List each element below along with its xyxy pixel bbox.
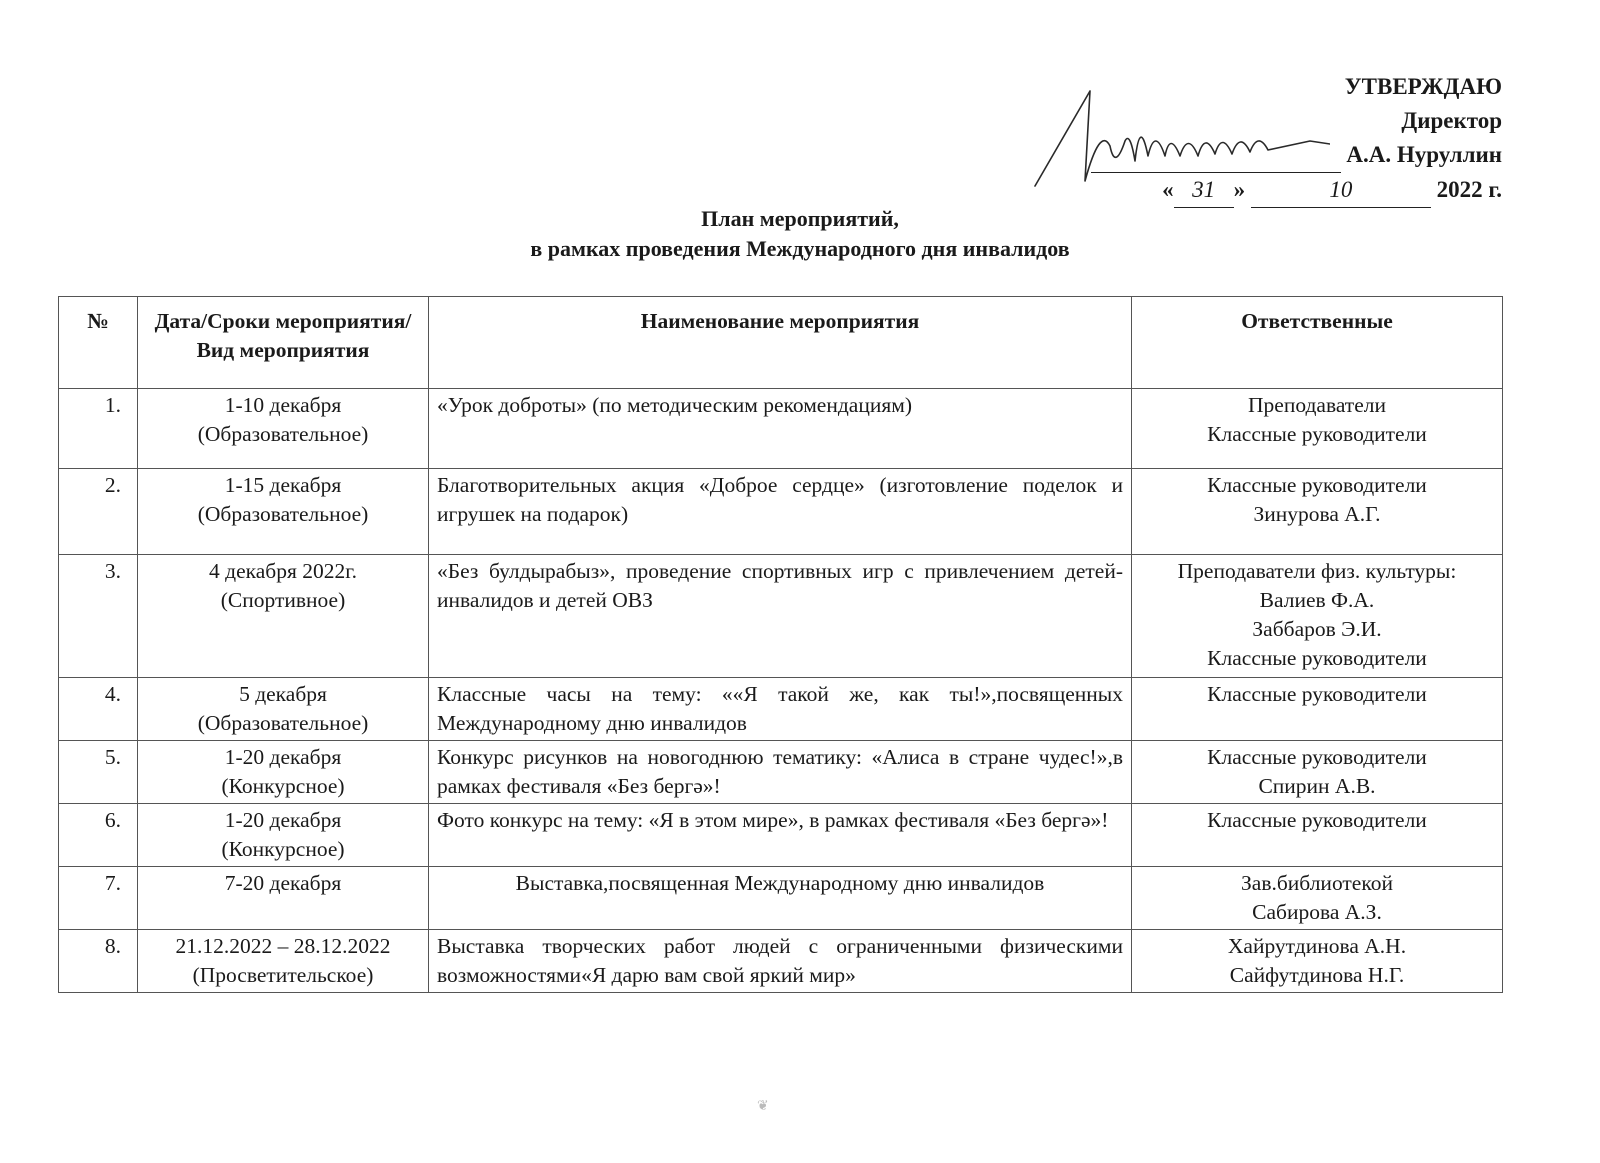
- row-event-name: Выставка,посвященная Международному дню инвалидов: [429, 867, 1132, 930]
- table-header-row: [59, 297, 1503, 389]
- row-type: (Просветительское): [192, 963, 374, 987]
- row-number: 7.: [59, 867, 138, 930]
- row-type: (Спортивное): [220, 588, 346, 612]
- row-responsible: [1132, 469, 1503, 555]
- date-year: 2022 г.: [1436, 177, 1502, 202]
- responsible-line: Классные руководители: [1207, 808, 1427, 832]
- title-line-2: в рамках проведения Международного дня инвалидов: [530, 236, 1070, 261]
- row-number: 3.: [59, 555, 138, 678]
- row-responsible: [1132, 741, 1503, 804]
- row-date: 1-20 декабря: [224, 745, 342, 769]
- row-date-cell: [138, 678, 429, 741]
- row-event-name: Выставка творческих работ людей с ограниченными физическими возможностями«Я дарю вам свой яркий мир»: [429, 930, 1132, 993]
- table-row: [59, 389, 1503, 469]
- approval-title: УТВЕРЖДАЮ: [1344, 74, 1502, 99]
- row-responsible: [1132, 930, 1503, 993]
- header-number: №: [59, 297, 138, 389]
- events-table: [58, 296, 1503, 993]
- date-close-quote: »: [1233, 177, 1246, 202]
- row-responsible: [1132, 555, 1503, 678]
- row-type: (Образовательное): [197, 711, 369, 735]
- responsible-line: Классные руководители: [1207, 473, 1427, 497]
- table-row: [59, 804, 1503, 867]
- row-responsible: [1132, 804, 1503, 867]
- row-event-name: Классные часы на тему: ««Я такой же, как ты!»,посвященных Международному дню инвалидов: [429, 678, 1132, 741]
- row-number: 4.: [59, 678, 138, 741]
- table-row: [59, 741, 1503, 804]
- approval-name: А.А. Нуруллин: [1346, 142, 1502, 167]
- scan-mark-icon: ❦: [757, 1099, 769, 1114]
- row-date: 21.12.2022 – 28.12.2022: [175, 934, 391, 958]
- row-event-name: Фото конкурс на тему: «Я в этом мире», в рамках фестиваля «Без бергә»!: [429, 804, 1132, 867]
- director-signature-icon: [1030, 86, 1330, 196]
- row-date-cell: [138, 555, 429, 678]
- row-type: (Образовательное): [197, 422, 369, 446]
- row-date-cell: [138, 867, 429, 930]
- date-day: 31: [1174, 173, 1234, 208]
- date-month: 10: [1251, 173, 1431, 208]
- row-date: 4 декабря 2022г.: [209, 559, 357, 583]
- table-row: [59, 469, 1503, 555]
- row-type: (Образовательное): [197, 502, 369, 526]
- row-number: 6.: [59, 804, 138, 867]
- responsible-line: Зинурова А.Г.: [1253, 502, 1381, 526]
- row-event-name: «Без булдырабыз», проведение спортивных игр с привлечением детей-инвалидов и детей ОВЗ: [429, 555, 1132, 678]
- table-row: [59, 555, 1503, 678]
- row-date-cell: [138, 804, 429, 867]
- responsible-line: Сабирова А.З.: [1252, 900, 1382, 924]
- table-row: [59, 678, 1503, 741]
- row-date: 7-20 декабря: [224, 871, 342, 895]
- responsible-line: Сайфутдинова Н.Г.: [1229, 963, 1405, 987]
- responsible-line: Классные руководители: [1207, 745, 1427, 769]
- responsible-line: Преподаватели: [1248, 393, 1386, 417]
- row-date: 1-10 декабря: [224, 393, 342, 417]
- header-responsible: Ответственные: [1132, 297, 1503, 389]
- document-title: [0, 204, 1600, 264]
- row-number: 1.: [59, 389, 138, 469]
- row-event-name: «Урок доброты» (по методическим рекомендациям): [429, 389, 1132, 469]
- row-date: 1-15 декабря: [224, 473, 342, 497]
- header-date: Дата/Сроки мероприятия/Вид мероприятия: [138, 297, 429, 389]
- row-date: 1-20 декабря: [224, 808, 342, 832]
- row-responsible: [1132, 389, 1503, 469]
- responsible-line: Заббаров Э.И.: [1252, 617, 1382, 641]
- date-open-quote: «: [1162, 177, 1174, 202]
- row-date-cell: [138, 469, 429, 555]
- responsible-line: Классные руководители: [1207, 422, 1427, 446]
- responsible-line: Классные руководители: [1207, 682, 1427, 706]
- row-type: (Конкурсное): [221, 837, 345, 861]
- row-number: 8.: [59, 930, 138, 993]
- row-date-cell: [138, 389, 429, 469]
- row-number: 5.: [59, 741, 138, 804]
- approval-position: Директор: [1401, 108, 1502, 133]
- responsible-line: Хайрутдинова А.Н.: [1227, 934, 1407, 958]
- row-number: 2.: [59, 469, 138, 555]
- responsible-line: Валиев Ф.А.: [1259, 588, 1375, 612]
- row-event-name: Благотворительных акция «Доброе сердце» (изготовление поделок и игрушек на подарок): [429, 469, 1132, 555]
- row-type: (Конкурсное): [221, 774, 345, 798]
- responsible-line: Преподаватели физ. культуры:: [1177, 559, 1457, 583]
- row-responsible: [1132, 867, 1503, 930]
- responsible-line: Спирин А.В.: [1258, 774, 1376, 798]
- row-date: 5 декабря: [239, 682, 327, 706]
- row-responsible: [1132, 678, 1503, 741]
- responsible-line: Зав.библиотекой: [1241, 871, 1393, 895]
- table-row: [59, 867, 1503, 930]
- row-date-cell: [138, 741, 429, 804]
- title-line-1: План мероприятий,: [701, 206, 899, 231]
- row-date-cell: [138, 930, 429, 993]
- header-name: Наименование мероприятия: [429, 297, 1132, 389]
- responsible-line: Классные руководители: [1207, 646, 1427, 670]
- row-event-name: Конкурс рисунков на новогоднюю тематику: «Алиса в стране чудес!»,в рамках фестиваля «Без бергә»!: [429, 741, 1132, 804]
- table-row: [59, 930, 1503, 993]
